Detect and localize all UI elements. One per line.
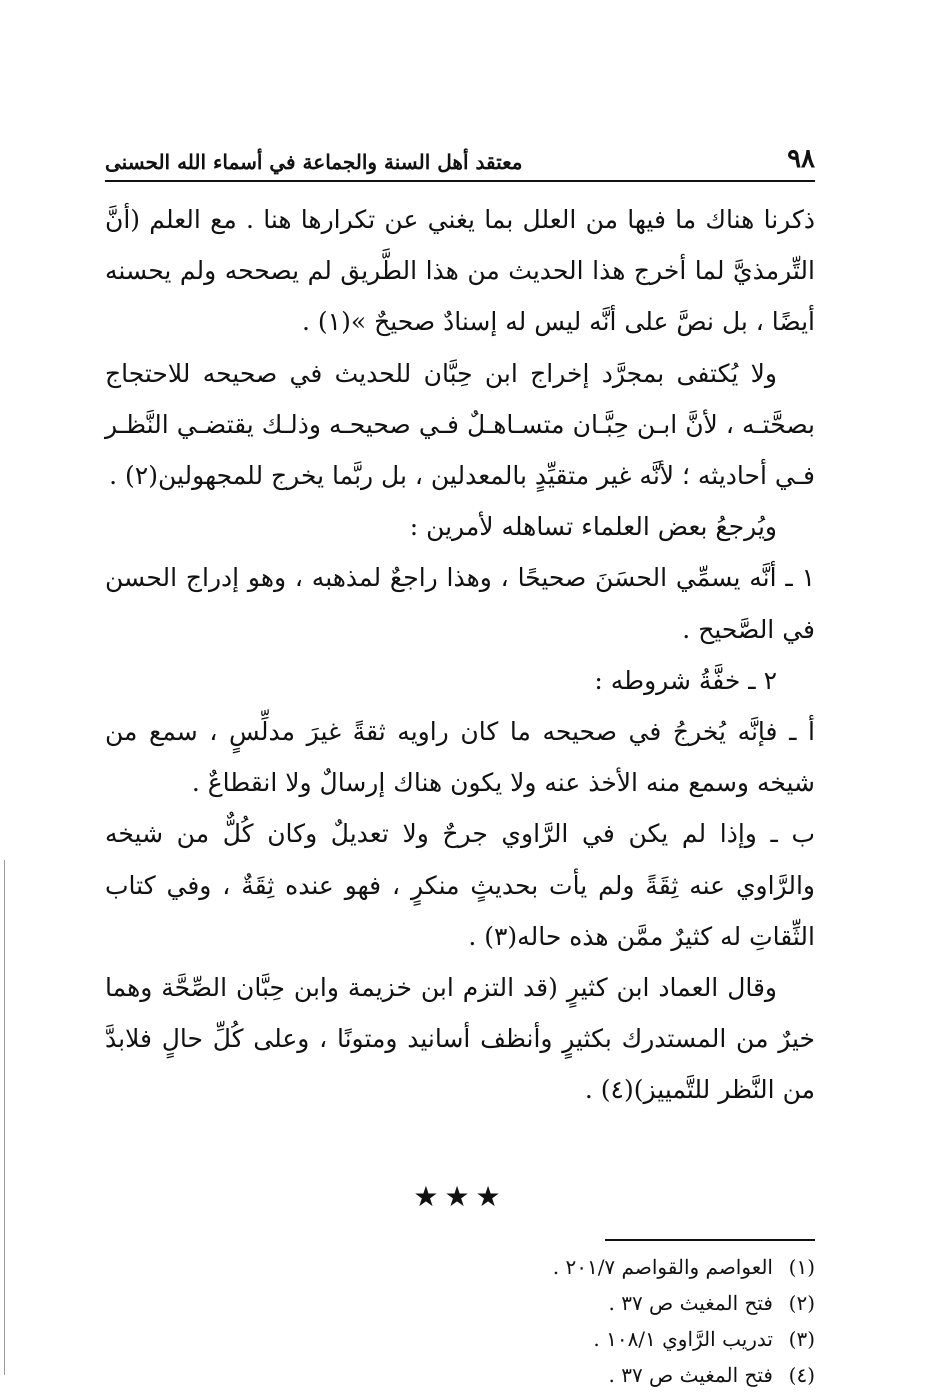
footnote bbox=[105, 1285, 815, 1321]
sub-item-a: أ ـ فإنَّه يُخرجُ في صحيحه ما كان راويه ثقةً غيرَ مدلِّسٍ ، سمع من شيخه وسمع منه الأخذ عنه ولا يكون هناك إرسالٌ ولا انقطاعٌ . bbox=[105, 717, 815, 798]
footnote-text: فتح المغيث ص ٣٧ . bbox=[608, 1290, 773, 1315]
running-title: معتقد أهل السنة والجماعة في أسماء الله الحسنى bbox=[105, 150, 523, 174]
page-header bbox=[105, 130, 815, 174]
footnote bbox=[105, 1321, 815, 1357]
section-separator: ★★★ bbox=[413, 1179, 507, 1213]
header-rule bbox=[105, 180, 815, 182]
footnote-number: (١) bbox=[788, 1254, 815, 1279]
sub-item-b: ب ـ وإذا لم يكن في الرَّاوي جرحٌ ولا تعديلٌ وكان كُلٌّ من شيخه والرَّاوي عنه ثِقَةً ولم يأت بحديثٍ منكرٍ ، فهو عنده ثِقَةٌ ، وفي كتاب الثِّقاتِ له كثيرٌ ممَّن هذه حاله(٣) . bbox=[105, 819, 815, 951]
scan-edge-line bbox=[4, 860, 5, 1375]
footnote bbox=[105, 1249, 815, 1285]
paragraph-1: ذكرنا هناك ما فيها من العلل بما يغني عن تكرارها هنا . مع العلم (أنَّ التِّرمذيَّ لما أخرج هذا الحديث من هذا الطَّريق لم يصححه ولم يحسنه أيضًا ، بل نصَّ على أنَّه ليس له إسنادٌ صحيحٌ »(١) . bbox=[105, 205, 815, 337]
footnote-number: (٤) bbox=[788, 1362, 815, 1387]
paragraph-quote-ibn-kathir: وقال العماد ابن كثيرٍ (قد التزم ابن خزيمة وابن حِبَّان الصِّحَّة وهما خيرٌ من المستدرك بكثيرٍ وأنظف أسانيد ومتونًا ، وعلى كُلِّ حالٍ فلابدَّ من النَّظر للتَّمييز)(٤) . bbox=[105, 973, 815, 1105]
footnote-number: (٢) bbox=[788, 1290, 815, 1315]
paragraph-3: ويُرجعُ بعض العلماء تساهله لأمرين : bbox=[409, 512, 777, 542]
list-item-2: ٢ ـ خفَّةُ شروطه : bbox=[594, 665, 777, 695]
page-number: ٩٨ bbox=[787, 144, 815, 174]
footnote-number: (٣) bbox=[788, 1326, 815, 1351]
list-item-1: ١ ـ أنَّه يسمِّي الحسَنَ صحيحًا ، وهذا راجعٌ لمذهبه ، وهو إدراج الحسن في الصَّحيح . bbox=[105, 563, 815, 644]
book-page bbox=[105, 130, 815, 1393]
paragraph-2: ولا يُكتفى بمجرَّد إخراج ابن حِبَّان للحديث في صحيحه للاحتجاج بصحَّتـه ، لأنَّ ابـن حِبَّـان متسـاهـلٌ فـي صحيحـه وذلـك يقتضـي النَّظـر فـي أحاديثه ؛ لأنَّه غير متقيِّدٍ بالمعدلين ، بل ربَّما يخرج للمجهولين(٢) . bbox=[105, 358, 815, 491]
footnote-text: تدريب الرَّاوي ١٠٨/١ . bbox=[593, 1326, 773, 1351]
footnote-rule bbox=[605, 1239, 815, 1241]
body-text bbox=[105, 194, 815, 1116]
footnote-text: العواصم والقواصم ٢٠١/٧ . bbox=[552, 1254, 773, 1279]
footnote-text: فتح المغيث ص ٣٧ . bbox=[608, 1362, 773, 1387]
footnotes bbox=[105, 1249, 815, 1393]
